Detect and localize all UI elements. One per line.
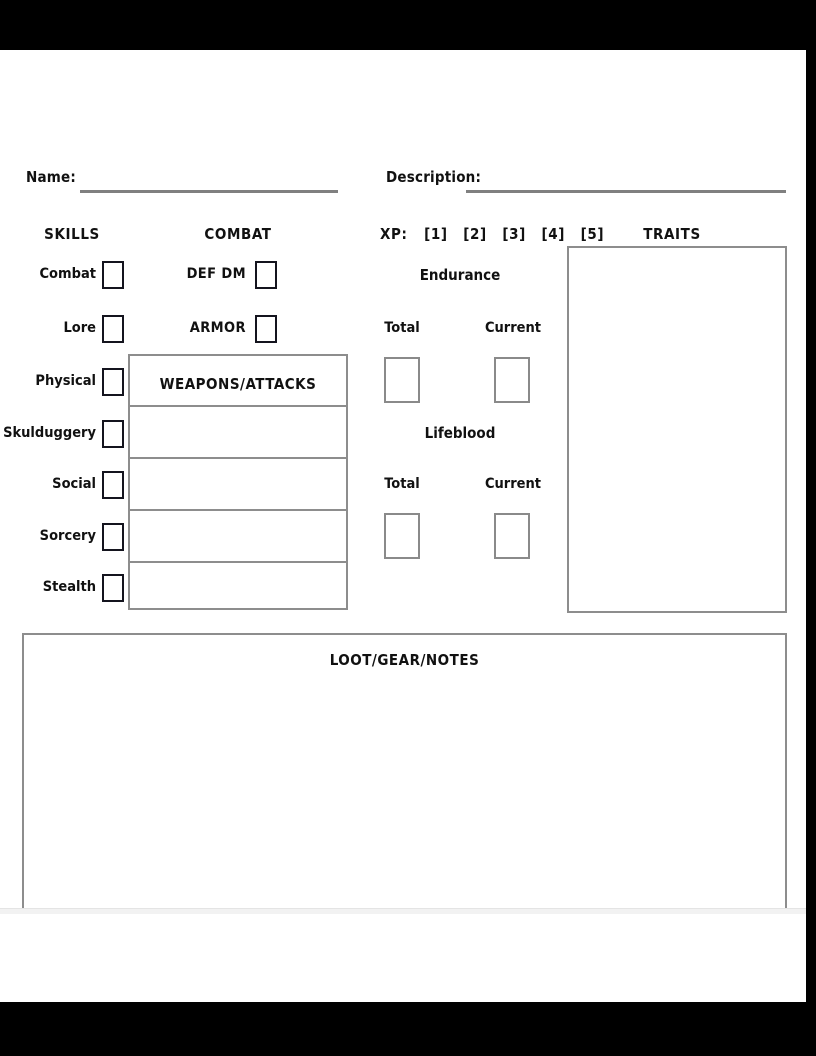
skill-value-combat[interactable] — [102, 261, 124, 289]
lifeblood-total-value[interactable] — [384, 513, 420, 559]
lifeblood-title: Lifeblood — [424, 424, 496, 442]
xp-mark-2[interactable]: [2] — [463, 225, 487, 243]
combat-heading: COMBAT — [204, 225, 272, 243]
combat-value-def-dm[interactable] — [255, 261, 277, 289]
loot-panel-title: LOOT/GEAR/NOTES — [329, 651, 480, 669]
skill-label-social: Social — [52, 476, 96, 492]
xp-mark-5[interactable]: [5] — [580, 225, 605, 243]
weapons-table — [128, 354, 348, 610]
name-label: Name: — [26, 168, 77, 186]
sheet-page — [0, 50, 806, 912]
skill-label-stealth: Stealth — [42, 579, 96, 595]
skill-label-lore: Lore — [63, 320, 96, 336]
combat-label-def-dm: DEF DM — [186, 266, 246, 282]
traits-heading: TRAITS — [643, 225, 701, 243]
weapons-row-3[interactable] — [130, 511, 346, 561]
skill-label-sorcery: Sorcery — [39, 528, 96, 544]
skills-heading: SKILLS — [44, 225, 100, 243]
viewer-right-margin — [806, 50, 816, 1002]
endurance-title: Endurance — [419, 266, 501, 284]
lifeblood-current-value[interactable] — [494, 513, 530, 559]
endurance-current-label: Current — [484, 320, 542, 336]
weapons-row-1[interactable] — [130, 407, 346, 457]
next-page-top — [0, 914, 806, 1002]
loot-panel[interactable] — [22, 633, 787, 944]
lifeblood-current-label: Current — [484, 476, 542, 492]
combat-label-armor: ARMOR — [189, 320, 246, 336]
viewer-bottom-margin — [0, 1002, 816, 1056]
skill-value-lore[interactable] — [102, 315, 124, 343]
name-input[interactable] — [80, 190, 338, 193]
skill-value-social[interactable] — [102, 471, 124, 499]
traits-content[interactable] — [569, 248, 785, 611]
loot-content[interactable] — [24, 679, 785, 942]
skill-label-skulduggery: Skulduggery — [3, 425, 96, 441]
skill-label-physical: Physical — [35, 373, 96, 389]
xp-mark-3[interactable]: [3] — [502, 225, 526, 243]
skill-label-combat: Combat — [39, 266, 96, 282]
endurance-total-value[interactable] — [384, 357, 420, 403]
character-sheet — [0, 50, 806, 912]
weapons-row-2[interactable] — [130, 459, 346, 509]
skill-value-skulduggery[interactable] — [102, 420, 124, 448]
endurance-current-value[interactable] — [494, 357, 530, 403]
description-label: Description: — [386, 168, 482, 186]
viewer-top-bar — [0, 0, 816, 50]
xp-track[interactable] — [380, 225, 604, 243]
combat-value-armor[interactable] — [255, 315, 277, 343]
xp-mark-1[interactable]: [1] — [424, 225, 448, 243]
traits-panel[interactable] — [567, 246, 787, 613]
skill-value-physical[interactable] — [102, 368, 124, 396]
skill-value-stealth[interactable] — [102, 574, 124, 602]
lifeblood-total-label: Total — [384, 476, 420, 492]
weapons-table-title: WEAPONS/ATTACKS — [159, 375, 317, 393]
description-input[interactable] — [466, 190, 786, 193]
xp-label: XP: — [380, 225, 408, 243]
skill-value-sorcery[interactable] — [102, 523, 124, 551]
xp-mark-4[interactable]: [4] — [541, 225, 565, 243]
weapons-row-4[interactable] — [130, 563, 346, 608]
endurance-total-label: Total — [384, 320, 420, 336]
